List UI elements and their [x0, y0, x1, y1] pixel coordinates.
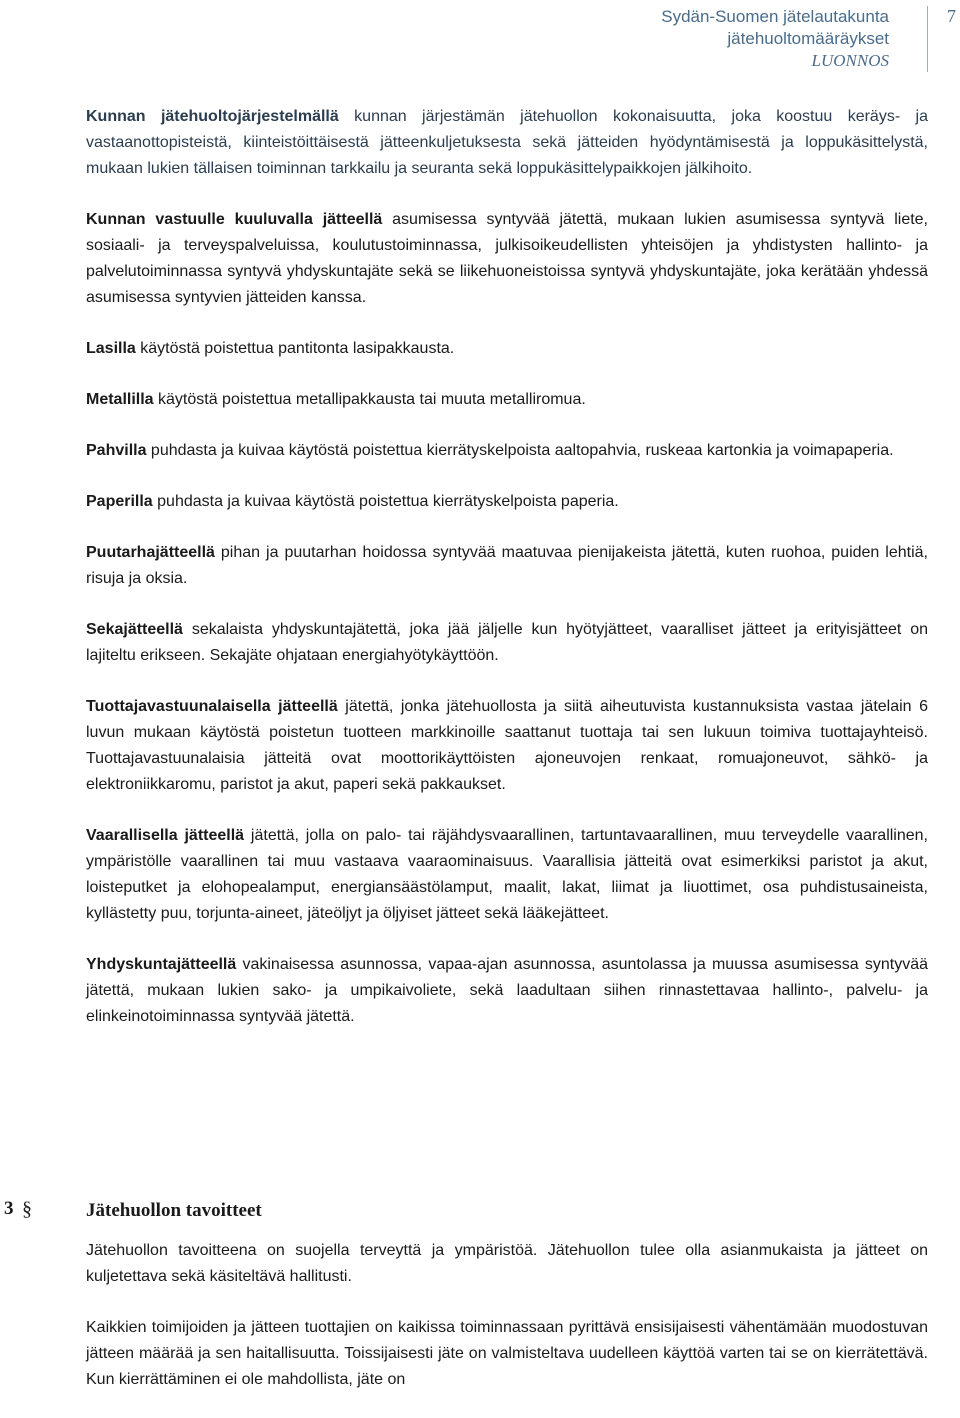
definition-text: asumisessa syntyvää jätettä, mukaan lukien asumisessa syntyvä liete, sosiaali- ja terveyspalveluissa, koulutustoiminnassa, julkisoikeudellisten yhteisöjen ja yhdistysten hallinto- ja palvelutoiminnassa syntyvä yhdyskuntajäte sekä se liikehuoneistoissa syntyvä yhdyskuntajäte, joka kerätään yhdessä asumisessa syntyvien jätteiden kanssa.	[86, 211, 928, 306]
definition-term: Vaarallisella jätteellä	[86, 827, 245, 844]
definition-term: Lasilla	[86, 340, 136, 357]
definition-text: puhdasta ja kuivaa käytöstä poistettua kierrätyskelpoista paperia.	[152, 493, 619, 510]
definition-text: käytöstä poistettua pantitonta lasipakkausta.	[135, 340, 455, 357]
definition-paragraph	[86, 336, 928, 362]
definition-term: Pahvilla	[86, 442, 147, 459]
header-org: Sydän-Suomen jätelautakunta	[661, 7, 889, 26]
definition-text: vakinaisessa asunnossa, vapaa-ajan asunnossa, asuntolassa ja muussa asumisessa syntyvää jätettä, mukaan lukien sako- ja umpikaivoliete, sekä laadultaan siihen rinnastettavaa hallinto-, palvelu- ja elinkeinotoiminnassa syntyvää jätettä.	[86, 956, 928, 1025]
definition-paragraph	[86, 104, 928, 182]
section-paragraph: Jätehuollon tavoitteena on suojella terveyttä ja ympäristöä. Jätehuollon tulee olla asianmukaista ja jätteet on kuljetettava sekä käsiteltävä hallitusti.	[86, 1242, 928, 1285]
header-doc: jätehuoltomääräykset	[727, 29, 889, 48]
definition-paragraph	[86, 207, 928, 311]
definition-text: käytöstä poistettua metallipakkausta tai muuta metalliromua.	[153, 391, 586, 408]
definition-paragraph	[86, 489, 928, 515]
definition-term: Tuottajavastuunalaisella jätteellä	[86, 698, 338, 715]
definitions	[86, 104, 928, 1055]
definition-term: Puutarhajätteellä	[86, 544, 215, 561]
definition-term: Yhdyskuntajätteellä	[86, 956, 237, 973]
definition-term: Paperilla	[86, 493, 153, 510]
definition-paragraph	[86, 823, 928, 927]
page-number: 7	[947, 6, 956, 26]
section-paragraph: Kaikkien toimijoiden ja jätteen tuottajien on kaikissa toiminnassaan pyrittävä ensisijaisesti vähentämään muodostuvan jätteen määrää ja sen haitallisuutta. Toissijaisesti jäte on valmisteltava uudelleen käyttöä varten tai se on kierrätettävä. Kun kierrättäminen ei ole mahdollista, jäte on	[86, 1319, 928, 1388]
definition-text: jätettä, jolla on palo- tai räjähdysvaarallinen, tartuntavaarallinen, muu terveydelle vaarallinen, ympäristölle vaarallinen tai muu vastaava vaaraominaisuus. Vaarallisia jätteitä ovat esimerkiksi paristot ja akut, loisteputket ja elohopealamput, energiansäästölamput, maalit, lakat, liimat ja liuottimet, osa puhdistusaineista, kyllästetty puu, torjunta-aineet, jäteöljyt ja öljyiset jätteet sekä lääkejätteet.	[86, 827, 929, 922]
definition-paragraph	[86, 438, 928, 464]
definition-term: Metallilla	[86, 391, 154, 408]
definition-term: Kunnan vastuulle kuuluvalla jätteellä	[86, 211, 383, 228]
definition-term: Sekajätteellä	[86, 621, 183, 638]
definition-paragraph	[86, 540, 928, 592]
section-sign: §	[22, 1198, 32, 1220]
definition-text: pihan ja puutarhan hoidossa syntyvää maatuvaa pienijakeista jätettä, kuten ruohoa, puiden lehtiä, risuja ja oksia.	[86, 544, 928, 587]
page-header	[661, 6, 928, 72]
definition-paragraph	[86, 387, 928, 413]
section-number: 3	[4, 1198, 14, 1219]
header-status: LUONNOS	[811, 51, 889, 70]
section-title: Jätehuollon tavoitteet	[86, 1200, 262, 1221]
definition-text: sekalaista yhdyskuntajätettä, joka jää jäljelle kun hyötyjätteet, vaaralliset jätteet ja erityisjätteet on lajiteltu erikseen. Sekajäte ohjataan energiahyötykäyttöön.	[86, 621, 928, 664]
section-body	[86, 1238, 928, 1418]
definition-term: Kunnan jätehuoltojärjestelmällä	[86, 108, 339, 125]
definition-text: kunnan järjestämän jätehuollon kokonaisuutta, joka koostuu keräys- ja vastaanottopisteistä, kiinteistöittäisestä jätteenkuljetuksesta sekä jätteiden hyödyntämisestä ja loppukäsittelystä, mukaan lukien tällaisen toiminnan tarkkailu ja seuranta sekä loppukäsittelypaikkojen jälkihoito.	[86, 108, 928, 177]
definition-paragraph	[86, 617, 928, 669]
definition-paragraph	[86, 952, 928, 1030]
definition-paragraph	[86, 694, 928, 798]
definition-text: jätettä, jonka jätehuollosta ja siitä aiheutuvista kustannuksista vastaa jätelain 6 luvun mukaan käytöstä poistetun tuotteen markkinoille saattanut tuottaja tai sen lukuun toimiva tuottajayhteisö. Tuottajavastuunalaisia jätteitä ovat moottorikäyttöisten ajoneuvojen renkaat, romuajoneuvot, sähkö- ja elektroniikkaromu, paristot ja akut, paperi sekä pakkaukset.	[86, 698, 928, 793]
definition-text: puhdasta ja kuivaa käytöstä poistettua kierrätyskelpoista aaltopahvia, ruskeaa kartonkia ja voimapaperia.	[146, 442, 894, 459]
